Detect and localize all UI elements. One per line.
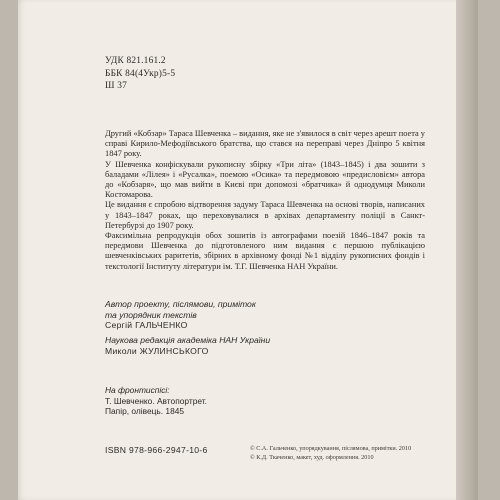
book-page [18,0,478,500]
copyright-notice [250,445,411,462]
copyright-line-2: © К.Д. Ткаченко, макет, худ. оформлення. 2010 [250,453,374,461]
frontispiece-note [105,385,207,417]
author-role: Автор проекту, післямови, приміток та упорядник текстів [105,299,256,320]
udk-code: УДК 821.161.2 [105,56,166,66]
author-sign-code: Ш 37 [105,81,127,91]
frontispiece-line-2: Папір, олівець. 1845 [105,406,185,417]
description-text [105,129,425,272]
author-credit [105,299,256,331]
editor-role: Наукова редакція академіка НАН України [105,335,271,345]
frontispiece-line-1: Т. Шевченко. Автопортрет. [105,395,207,406]
description-paragraph-1: Другий «Кобзар» Тараса Шевченка – видання, яке не з'явилося в світ через арешт поета у справі Кирило-Мефодіївського братства, що стався на переправі через Дніпро 5 квітня 1847 року. [105,129,425,159]
editor-credit [105,335,270,356]
copyright-line-1: © С.А. Гальченко, упорядкування, післямова, примітки. 2010 [250,445,412,452]
bbk-code: ББК 84(4Укр)5-5 [105,68,176,79]
isbn-number: ISBN 978-966-2947-10-6 [105,445,208,455]
description-paragraph-3: Це видання є спробою відтворення задуму Тараса Шевченка на основі творів, написаних у 1843–1847 роках, що переховувалися в архівах департаменту поліції в Санкт-Петербурзі до 1907 року. [105,200,425,230]
editor-name: Миколи ЖУЛИНСЬКОГО [105,345,209,356]
author-name: Сергій ГАЛЬЧЕНКО [105,320,188,331]
description-paragraph-4: Факсимільна репродукція обох зошитів із автографами поезій 1846–1847 років та передмови Шевченка до підготовленого ним видання є першою публікацією шевченківських раритетів, збірних в архівному фонді №1 відділу рукописних фондів і текстології Інституту літератури ім. Т.Г. Шевченка НАН України. [105,231,425,271]
description-paragraph-2: У Шевченка конфіскували рукописну збірку «Три літа» (1843–1845) і два зошити з баладами «Лілея» і «Русалка», поемою «Осика» та передмовою «предисловієм» автора до «Кобзаря», що мав вийти в Києві при допомозі «братчика» й однодумця Миколи Костомарова. [105,159,425,200]
classification-block [105,55,175,93]
frontispiece-heading: На фронтиспісі: [105,385,170,395]
page-edge-shadow [456,0,478,500]
